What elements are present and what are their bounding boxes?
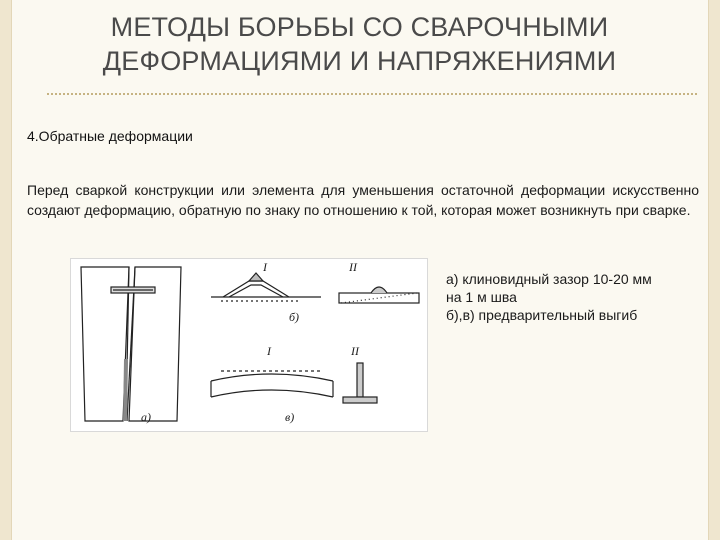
body-paragraph: Перед сваркой конструкции или элемента для уменьшения остаточной деформации искусственно создают деформацию, обратную по знаку по отношению к той, которая может возникнуть при сварке. bbox=[27, 182, 699, 218]
caption-line-2: на 1 м шва bbox=[446, 289, 517, 305]
flat-plate-drawing bbox=[339, 287, 419, 303]
label-a: а) bbox=[141, 410, 151, 424]
label-roman-1-bottom: I bbox=[267, 344, 271, 358]
title-divider bbox=[47, 93, 697, 95]
bent-plate-inner bbox=[229, 285, 283, 297]
t-flange bbox=[343, 397, 377, 403]
caption-line-1: а) клиновидный зазор 10-20 мм bbox=[446, 271, 652, 287]
t-section-drawing bbox=[343, 363, 377, 403]
label-roman-2-bottom: II bbox=[351, 344, 359, 358]
prebent-beam-drawing bbox=[211, 371, 333, 397]
label-v: в) bbox=[285, 410, 295, 424]
label-roman-1-top: I bbox=[263, 260, 267, 274]
label-b: б) bbox=[289, 310, 300, 324]
technical-drawing bbox=[70, 258, 428, 432]
label-roman-2-top: II bbox=[349, 260, 357, 274]
figure-captions bbox=[446, 270, 696, 324]
flat-plate bbox=[339, 293, 419, 303]
title-line-2: ДЕФОРМАЦИЯМИ И НАПРЯЖЕНИЯМИ bbox=[102, 46, 617, 76]
title-line-1: МЕТОДЫ БОРЬБЫ СО СВАРОЧНЫМИ bbox=[110, 12, 609, 42]
bent-plate-drawing bbox=[211, 273, 321, 301]
t-web bbox=[357, 363, 363, 397]
wedge-gap-drawing bbox=[81, 267, 181, 421]
drawing-svg bbox=[71, 259, 427, 431]
beam-bottom-curve bbox=[211, 390, 333, 397]
hatch-line bbox=[341, 293, 417, 303]
weld-top bbox=[249, 273, 263, 281]
right-decor-bar bbox=[708, 0, 720, 540]
slide-content bbox=[11, 0, 708, 540]
section-subtitle: 4.Обратные деформации bbox=[27, 128, 193, 144]
slide-title bbox=[11, 10, 708, 78]
caption-line-3: б),в) предварительный выгиб bbox=[446, 307, 638, 323]
beam-top-curve bbox=[211, 374, 333, 381]
weld-bead bbox=[371, 287, 387, 293]
